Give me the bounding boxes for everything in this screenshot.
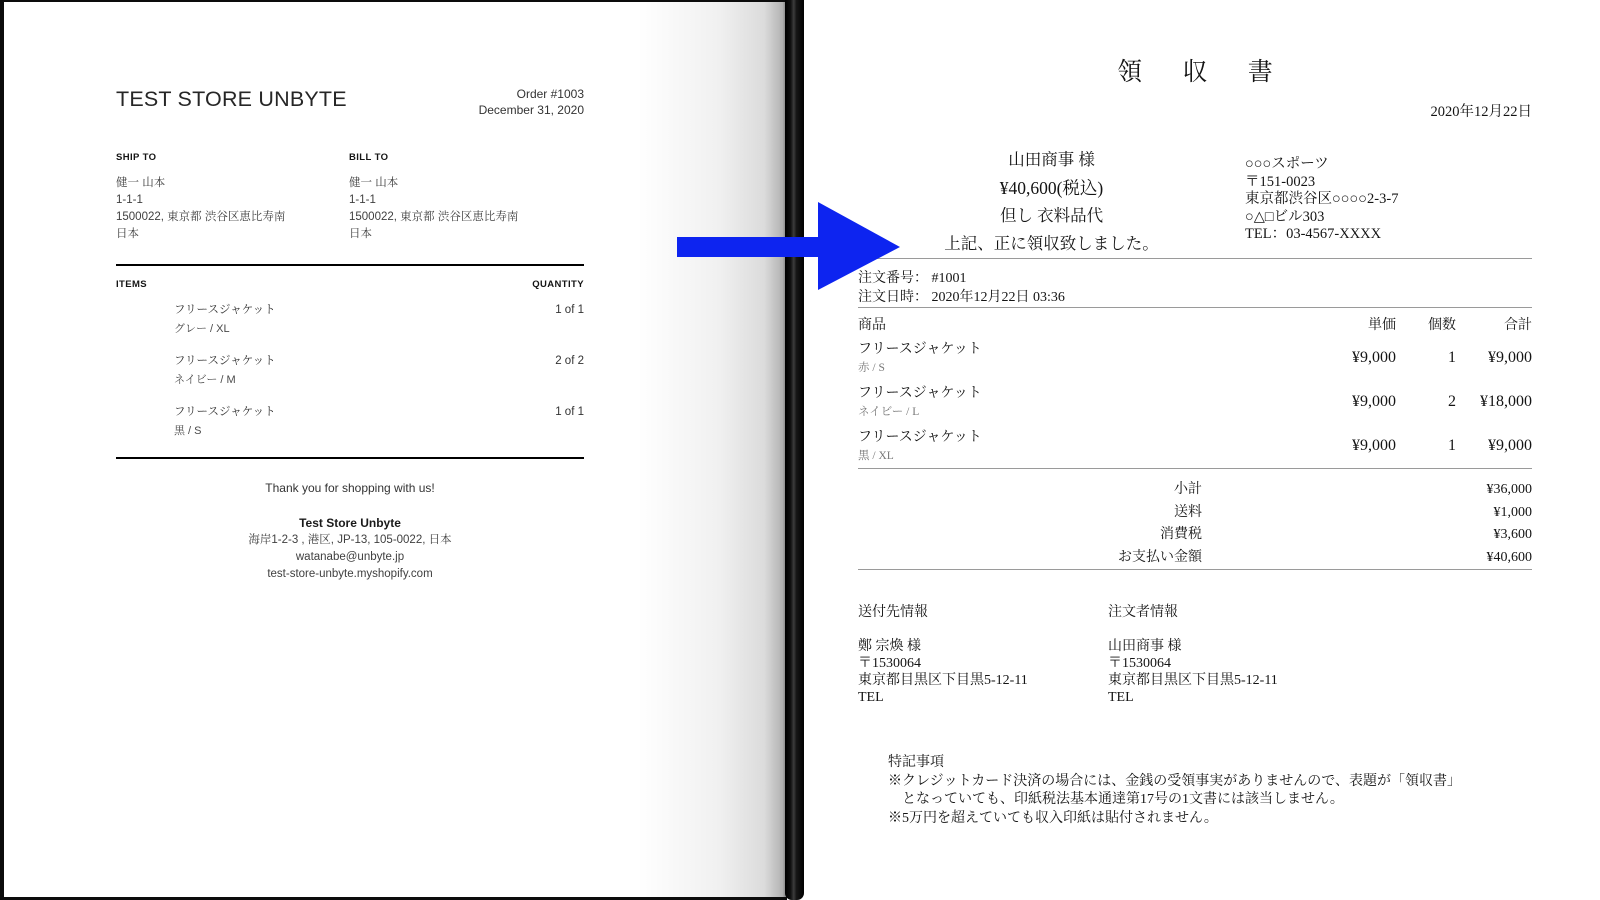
item-quantity: 1 of 1 [555,406,584,418]
issuer-line: ○○○スポーツ [1245,156,1329,172]
address-line: 健一 山本 [349,177,399,189]
info-line: 〒1530064 [858,656,921,671]
packing-slip-content [116,2,584,583]
address-line: 1500022, 東京都 渋谷区恵比寿南 [349,211,519,223]
info-line: TEL [858,690,884,705]
totals-section [858,479,1532,569]
total-value: ¥36,000 [1486,482,1532,497]
total-column-header: 合計 [1504,318,1532,333]
item-total: ¥18,000 [1480,393,1532,410]
divider [858,258,1532,259]
receipt-header-columns [858,146,1532,258]
info-line: 鄭 宗煥 様 [858,639,921,654]
table-row [858,380,1532,424]
receipt-confirmation: 上記、正に領収致しました。 [944,234,1159,253]
info-line: 東京都目黒区下目黒5-12-11 [1108,673,1278,688]
item-variant: グレー / XL [174,323,230,335]
note-line: となっていても、印紙税法基本通達第17号の1文書には該当しません。 [888,792,1344,807]
address-line: 1500022, 東京都 渋谷区恵比寿南 [116,211,286,223]
order-meta [479,86,584,118]
receipt-items-table [858,316,1532,468]
quantity-column-header: 個数 [1428,318,1456,333]
info-line: TEL [1108,690,1134,705]
special-notes [888,754,1532,828]
note-line: ※5万円を超えていても収入印紙は貼付されません。 [888,810,1218,826]
items-table-header [116,279,584,290]
quantity-column-header: QUANTITY [532,279,584,290]
bill-to-label: BILL TO [349,152,389,163]
item-variant: ネイビー / M [174,374,236,386]
footer-store-address: 海岸1-2-3 , 港区, JP-13, 105-0022, 日本 [248,534,452,546]
issuer-block [1245,156,1532,258]
item-name: フリースジャケット [858,430,982,445]
item-total: ¥9,000 [1488,437,1532,454]
table-row [116,303,584,337]
ship-to-block [116,152,349,243]
table-row [858,424,1532,468]
divider [858,468,1532,469]
shipping-info-block [858,604,1108,706]
item-quantity: 2 [1448,393,1456,410]
issuer-line: TEL：03-4567-XXXX [1245,226,1382,242]
issuer-line: ○△□ビル303 [1245,208,1325,225]
item-quantity: 2 of 2 [555,355,584,367]
item-name: フリースジャケット [174,355,276,367]
item-cell [116,354,276,388]
receipt-amount: ¥40,600(税込) [999,178,1104,198]
bill-to-block [349,152,582,243]
item-unit-price: ¥9,000 [1352,349,1396,366]
total-label: 小計 [1174,482,1202,497]
item-unit-price: ¥9,000 [1352,393,1396,410]
item-cell [858,429,1276,463]
packing-slip-footer [116,480,584,583]
info-line: 東京都目黒区下目黒5-12-11 [858,673,1028,688]
order-info [858,269,1532,307]
total-label: 消費税 [1160,527,1202,542]
items-rows [116,303,584,439]
item-variant: ネイビー / L [858,406,920,418]
footer-store-website: test-store-unbyte.myshopify.com [267,568,433,580]
issuer-line: 〒151-0023 [1245,173,1316,190]
arrow-shaft [677,237,827,257]
item-quantity: 1 [1448,437,1456,454]
item-cell [116,303,276,337]
orderer-info-heading: 注文者情報 [1108,605,1178,620]
address-line: 1-1-1 [349,194,376,206]
item-quantity: 1 [1448,349,1456,366]
bill-to-address [349,175,582,243]
items-table [116,264,584,459]
address-line: 健一 山本 [116,177,166,189]
divider [858,569,1532,570]
shipping-info-lines [858,638,1108,706]
product-column-header: 商品 [858,318,886,333]
total-label: お支払い金額 [1118,549,1202,565]
contact-columns [858,604,1532,706]
unit-price-column-header: 単価 [1368,318,1396,333]
recipient-name: 山田商事 様 [1008,150,1095,169]
ship-to-label: SHIP TO [116,152,157,163]
order-number-line: 注文番号： #1001 [858,271,967,286]
notes-heading: 特記事項 [888,755,944,770]
item-cell [858,341,1276,375]
addresses [116,152,584,243]
item-name: フリースジャケット [174,304,276,316]
total-value: ¥1,000 [1493,504,1532,520]
page-curl-shadow [637,2,787,897]
item-quantity: 1 of 1 [555,304,584,316]
packing-slip-page [0,0,787,900]
order-datetime-line: 注文日時： 2020年12月22日 03:36 [858,290,1065,305]
store-name: TEST STORE UNBYTE [116,87,347,111]
transform-arrow-icon [672,200,904,292]
table-row [116,354,584,388]
items-column-header: ITEMS [116,279,148,290]
order-number: Order #1003 [516,87,584,101]
receipt-purpose: 但し 衣料品代 [999,206,1104,225]
packing-slip-header [116,86,584,118]
page-divider [785,0,804,900]
info-line: 山田商事 様 [1108,639,1182,654]
item-variant: 黒 / S [174,425,202,437]
arrow-head [818,202,900,290]
address-line: 1-1-1 [116,194,143,206]
item-cell [858,385,1276,419]
total-value: ¥40,600 [1486,549,1532,565]
orderer-info-block [1108,604,1358,706]
receipt-page [804,0,1600,900]
item-name: フリースジャケット [858,386,982,401]
issuer-line: 東京都渋谷区○○○○2-3-7 [1245,191,1399,207]
item-total: ¥9,000 [1488,349,1532,366]
item-name: フリースジャケット [174,406,276,418]
item-name: フリースジャケット [858,342,982,357]
grand-total-row [858,547,1532,570]
order-date: December 31, 2020 [478,103,584,117]
receipt-content [858,0,1532,828]
thanks-message: Thank you for shopping with us! [265,481,435,495]
divider [858,307,1532,308]
item-cell [116,405,276,439]
ship-to-address [116,175,349,243]
receipt-issue-date: 2020年12月22日 [1430,104,1532,120]
address-line: 日本 [349,228,372,240]
recipient-block [858,146,1245,258]
item-variant: 赤 / S [858,362,885,374]
note-line: ※クレジットカード決済の場合には、金銭の受領事実がありませんので、表題が「領収書」 [888,773,1461,789]
item-variant: 黒 / XL [858,450,894,462]
table-row [858,336,1532,380]
table-row [116,405,584,439]
footer-store-email: watanabe@unbyte.jp [295,551,405,563]
receipt-title: 領 収 書 [1117,59,1290,86]
address-line: 日本 [116,228,139,240]
subtotal-row [858,479,1532,502]
receipt-table-header [858,316,1532,336]
tax-row [858,524,1532,547]
item-unit-price: ¥9,000 [1352,437,1396,454]
shipping-info-heading: 送付先情報 [858,605,928,620]
shipping-row [858,502,1532,525]
info-line: 〒1530064 [1108,656,1171,671]
orderer-info-lines [1108,638,1358,706]
total-value: ¥3,600 [1493,527,1532,542]
total-label: 送料 [1174,504,1202,520]
footer-store-name: Test Store Unbyte [299,516,401,530]
